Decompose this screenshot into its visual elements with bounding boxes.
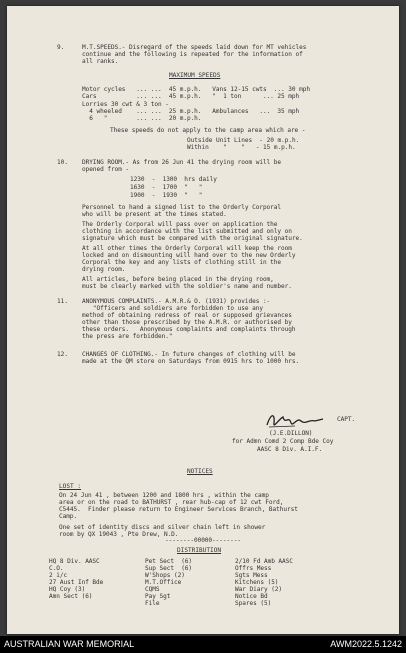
- notice-line: One set of identity discs and silver chain left in shower: [59, 524, 266, 531]
- section-10-para: clothing in accordance with the list submitted and only on: [82, 228, 292, 235]
- section-12-line: CHANGES OF CLOTHING.- In future changes of clothing will be: [82, 351, 296, 358]
- speed-note: These speeds do not apply to the camp area which are -: [110, 127, 306, 134]
- speed-row: 6 " ... ... 20 m.p.h.: [82, 115, 202, 122]
- distribution-item: HQ 8 Div. AASC: [49, 558, 100, 565]
- section-11-line: other than those prescribed by the A.M.R. or authorised by: [82, 319, 292, 326]
- speed-row: Cars ... ... 45 m.p.h. " 1 ton ... 25 mph: [82, 93, 300, 100]
- distribution-item: W'Shops (2): [145, 572, 185, 579]
- distribution-item: M.T.Office: [145, 579, 182, 586]
- section-12-number: 12.: [57, 351, 69, 358]
- section-11-line: the press are forbidden.": [82, 333, 173, 340]
- drying-time: 1230 - 1300 hrs daily: [130, 176, 217, 183]
- signature-rank: CAPT.: [337, 416, 356, 423]
- distribution-item: Spares (5): [235, 600, 272, 607]
- notices-heading: NOTICES: [187, 468, 213, 475]
- section-10-para: The Orderly Corporal will pass over on application the: [82, 221, 278, 228]
- speed-note: Within " " - 15 m.p.h.: [187, 144, 296, 151]
- section-10-para: who will be present at the times stated.: [82, 211, 227, 218]
- notice-line: C5445. Finder please return to Engineer Services Branch, Bathurst: [59, 506, 298, 513]
- section-10-para: Corporal the key and any lists of clothing still in the: [82, 259, 282, 266]
- section-10-para: signature which must be compared with the original signature.: [82, 235, 303, 242]
- handwritten-signature: [265, 411, 325, 431]
- section-10-number: 10.: [57, 159, 69, 166]
- distribution-item: HQ Coy (3): [49, 586, 86, 593]
- footer-institution: AUSTRALIAN WAR MEMORIAL: [4, 639, 135, 649]
- lost-label: LOST :: [59, 483, 82, 490]
- section-10-para: At all other times the Orderly Corporal will keep the room: [82, 245, 292, 252]
- section-10-line: DRYING ROOM.- As from 26 Jun 41 the drying room will be: [82, 159, 282, 166]
- document-page: [7, 6, 399, 634]
- section-9-line: M.T.SPEEDS.- Disregard of the speeds laid down for MT vehicles: [82, 44, 307, 51]
- distribution-item: Sgts Mess: [235, 572, 268, 579]
- distribution-item: Amn Sect (6): [49, 593, 93, 600]
- notice-line: room by QX 19043 , Pte Drew, N.D.: [59, 531, 179, 538]
- section-10-line: opened from -: [82, 166, 130, 173]
- section-11-line: method of obtaining redress of real or supposed grievances: [82, 312, 292, 319]
- section-10-para: must be clearly marked with the soldier's name and number.: [82, 283, 292, 290]
- distribution-item: Kitchens (5): [235, 579, 279, 586]
- distribution-item: Pay Sgt: [145, 593, 171, 600]
- section-11-line: ANONYMOUS COMPLAINTS.- A.M.R.& O. (1931) provides :-: [82, 298, 271, 305]
- drying-time: 1900 - 1930 " ": [130, 192, 203, 199]
- distribution-heading: DISTRIBUTION: [177, 547, 222, 554]
- section-10-para: All articles, before being placed in the drying room,: [82, 276, 274, 283]
- section-10-para: drying room.: [82, 266, 126, 273]
- distribution-item: Offrs Mess: [235, 565, 272, 572]
- section-10-para: Personnel to hand a signed list to the Orderly Corporal: [82, 204, 282, 211]
- drying-time: 1630 - 1700 " ": [130, 184, 203, 191]
- section-11-line: these orders. Anonymous complaints and complaints through: [82, 326, 296, 333]
- notice-line: area or on the road to BATHURST , rear hub-cap of 12 cwt Ford,: [59, 499, 284, 506]
- speed-row: Motor cycles ... ... 45 m.p.h. Vans 12-15 cwts ... 30 mph: [82, 86, 310, 93]
- section-11-line: "Officers and soldiers are forbidden to use any: [82, 305, 263, 312]
- footer-reference: AWM2022.5.1242: [330, 639, 402, 649]
- speed-note: Outside Unit Lines - 20 m.p.h.: [187, 137, 300, 144]
- max-speeds-heading: MAXIMUM SPEEDS: [169, 72, 221, 79]
- section-10-para: locked and on dismounting will hand over to the new Orderly: [82, 252, 296, 259]
- signature-name: (J.E.DILLON): [269, 430, 313, 437]
- section-11-number: 11.: [57, 298, 69, 305]
- speed-row: Lorries 30 cwt & 3 ton -: [82, 101, 169, 108]
- section-9-line: all ranks.: [82, 58, 119, 65]
- distribution-item: CQMS: [145, 586, 160, 593]
- distribution-item: C.O.: [49, 565, 64, 572]
- speed-row: 4 wheeled ... ... 25 m.p.h. Ambulances ... 35 mph: [82, 108, 300, 115]
- signature-unit: AASC 8 Div. A.I.F.: [257, 446, 323, 453]
- distribution-item: Sup Sect (6): [145, 565, 193, 572]
- distribution-item: Pet Sect (6): [145, 558, 193, 565]
- signature-for: for Admn Comd 2 Comp Bde Coy: [232, 438, 334, 445]
- notice-line: Camp.: [59, 513, 78, 520]
- separator: --------00000--------: [165, 537, 241, 544]
- section-9-line: continue and the following is repeated for the information of: [82, 51, 303, 58]
- distribution-item: File: [145, 600, 160, 607]
- distribution-item: 2/10 Fd Amb AASC: [235, 558, 293, 565]
- archive-footer: [0, 636, 406, 653]
- distribution-item: 27 Aust Inf Bde: [49, 579, 104, 586]
- section-9-number: 9.: [57, 44, 65, 51]
- distribution-item: 2 i/c: [49, 572, 68, 579]
- section-12-line: made at the QM store on Saturdays from 0915 hrs to 1000 hrs.: [82, 358, 300, 365]
- distribution-item: War Diary (2): [235, 586, 283, 593]
- notice-line: On 24 Jun 41 , between 1200 and 1800 hrs , within the camp: [59, 492, 269, 499]
- distribution-item: Notice Bd: [235, 593, 268, 600]
